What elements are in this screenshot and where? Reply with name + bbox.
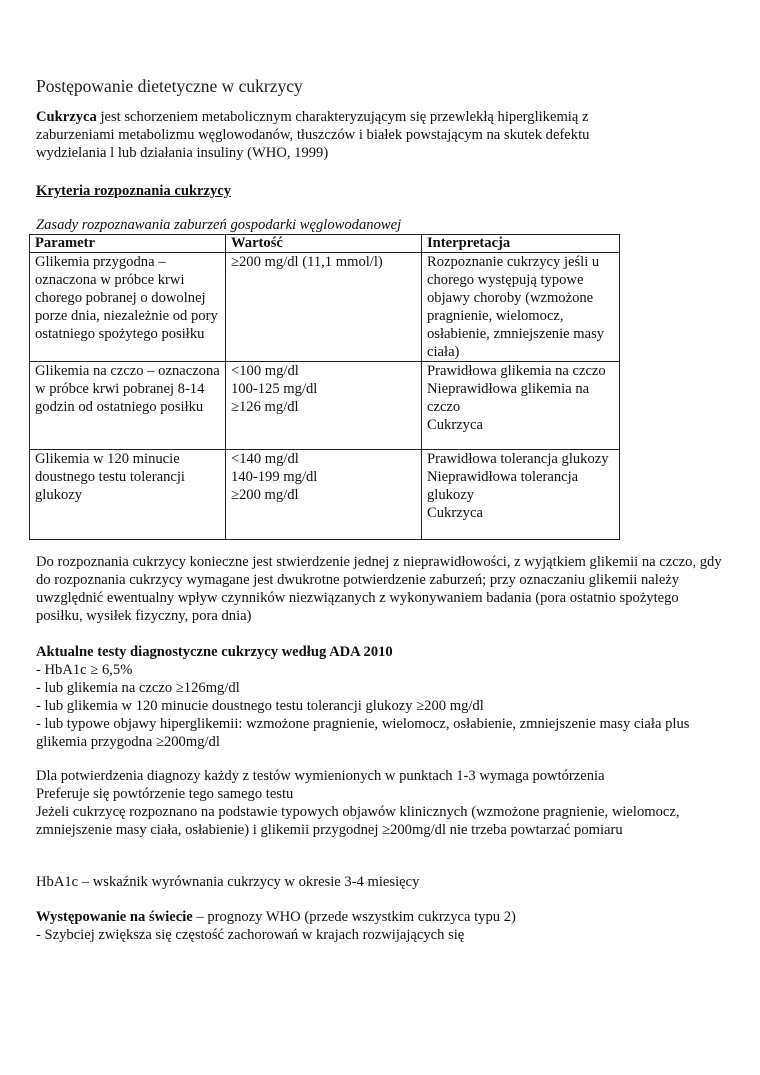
interpretation-line: Prawidłowa glikemia na czczo (427, 363, 606, 379)
table-row (30, 253, 620, 362)
intro-paragraph (36, 108, 626, 162)
table-row (30, 362, 620, 450)
world-item: - Szybciej zwiększa się częstość zachorowań w krajach rozwijających się (36, 927, 465, 943)
interpretation-line: Nieprawidłowa tolerancja glukozy (427, 469, 579, 503)
header-wartosc: Wartość (226, 235, 422, 253)
confirmation-line: Preferuje się powtórzenie tego samego testu (36, 786, 294, 802)
diagnosis-criteria-table (29, 234, 620, 540)
world-heading-line (36, 908, 726, 926)
interpretation-line: Cukrzyca (427, 417, 483, 433)
value-line: 140-199 mg/dl (231, 469, 318, 485)
ada-item: - lub typowe objawy hiperglikemii: wzmożone pragnienie, wielomocz, osłabienie, zmniejszenie masy ciała plus glikemia przygodna ≥200mg/dl (36, 716, 690, 750)
intro-text: jest schorzeniem metabolicznym charakteryzującym się przewlekłą hiperglikemią z zaburzeniami metabolizmu węglowodanów, tłuszczów i białek powstającym na skutek defektu wydzielania l lub działania insuliny (WHO, 1999) (36, 109, 590, 161)
ada-heading: Aktualne testy diagnostyczne cukrzycy według ADA 2010 (36, 644, 393, 660)
confirmation-section (36, 767, 726, 839)
confirmation-line: Jeżeli cukrzycę rozpoznano na podstawie typowych objawów klinicznych (wzmożone pragnienie, wielomocz, zmniejszenie masy ciała, osłabienie) i glikemii przygodnej ≥200mg/dl nie trzeba powtarzać pomiaru (36, 804, 680, 838)
interpretation-line: Rozpoznanie cukrzycy jeśli u chorego występują typowe objawy choroby (wzmożone pragnienie, wielomocz, osłabienie, zmniejszenie masy ciała) (427, 254, 605, 360)
cell-values (226, 362, 422, 450)
cell-interpretations (422, 450, 620, 540)
cell-parameter: Glikemia w 120 minucie doustnego testu tolerancji glukozy (30, 450, 226, 540)
ada-item: - lub glikemia w 120 minucie doustnego testu tolerancji glukozy ≥200 mg/dl (36, 698, 484, 714)
ada-item: - HbA1c ≥ 6,5% (36, 662, 133, 678)
value-line: <140 mg/dl (231, 451, 299, 467)
cell-interpretations (422, 362, 620, 450)
interpretation-line: Nieprawidłowa glikemia na czczo (427, 381, 590, 415)
document-title: Postępowanie dietetyczne w cukrzycy (36, 76, 303, 96)
world-text: – prognozy WHO (przede wszystkim cukrzyca typu 2) (192, 909, 516, 925)
intro-bold-term: Cukrzyca (36, 109, 97, 125)
cell-values (226, 253, 422, 362)
criteria-heading (36, 182, 726, 200)
hba1c-note: HbA1c – wskaźnik wyrównania cukrzycy w okresie 3-4 miesięcy (36, 874, 420, 890)
value-line: ≥200 mg/dl (11,1 mmol/l) (231, 254, 383, 270)
ada-item: - lub glikemia na czczo ≥126mg/dl (36, 680, 240, 696)
interpretation-line: Prawidłowa tolerancja glukozy (427, 451, 609, 467)
cell-parameter: Glikemia na czczo – oznaczona w próbce krwi pobranej 8-14 godzin od ostatniego posiłku (30, 362, 226, 450)
world-section (36, 908, 726, 944)
cell-interpretations (422, 253, 620, 362)
ada-section (36, 643, 726, 751)
interpretation-line: Cukrzyca (427, 505, 483, 521)
value-line: ≥126 mg/dl (231, 399, 299, 415)
cell-parameter: Glikemia przygodna – oznaczona w próbce krwi chorego pobranej o dowolnej porze dnia, niezależnie od pory ostatniego spożytego posiłku (30, 253, 226, 362)
table-header-row (30, 235, 620, 253)
world-bold-term: Występowanie na świecie (36, 909, 193, 925)
diagnosis-paragraph: Do rozpoznania cukrzycy konieczne jest stwierdzenie jednej z nieprawidłowości, z wyjątkiem glikemii na czczo, gdy do rozpoznania cukrzycy wymagane jest dwukrotne potwierdzenie zaburzeń; przy oznaczaniu glikemii należy uwzględnić ewentualny wpływ czynników niezwiązanych z wykonywaniem badania (pora ostatnio spożytego posiłku, wysiłek fizyczny, pora dnia) (36, 554, 722, 624)
table-row (30, 450, 620, 540)
confirmation-line: Dla potwierdzenia diagnozy każdy z testów wymienionych w punktach 1-3 wymaga powtórzenia (36, 768, 605, 784)
cell-values (226, 450, 422, 540)
header-interpretacja: Interpretacja (422, 235, 620, 253)
value-line: <100 mg/dl (231, 363, 299, 379)
criteria-heading-text: Kryteria rozpoznania cukrzycy (36, 183, 232, 199)
value-line: ≥200 mg/dl (231, 487, 299, 503)
header-parametr: Parametr (30, 235, 226, 253)
value-line: 100-125 mg/dl (231, 381, 318, 397)
table-caption: Zasady rozpoznawania zaburzeń gospodarki węglowodanowej (36, 217, 402, 233)
